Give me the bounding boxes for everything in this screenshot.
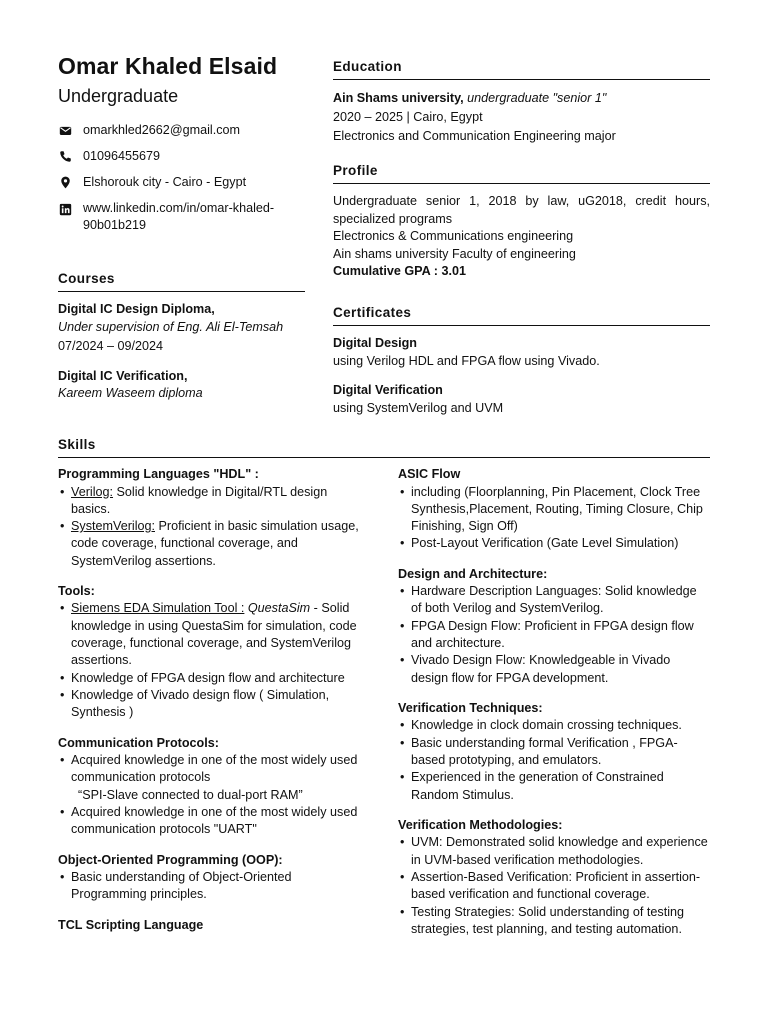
skill-group-title: Verification Techniques: <box>398 700 543 715</box>
skill-group-title: Verification Methodologies: <box>398 817 563 832</box>
list-item: • FPGA Design Flow: Proficient in FPGA design flow and architecture. <box>398 618 710 653</box>
contact-location <box>58 174 308 191</box>
skill-group-verification-techniques <box>398 700 710 804</box>
list-item: • Hardware Description Languages: Solid knowledge of both Verilog and SystemVerilog. <box>398 583 710 618</box>
education-dates-location: 2020 – 2025 | Cairo, Egypt <box>333 110 483 124</box>
certificates-section <box>333 304 710 429</box>
comm-quote: “SPI-Slave connected to dual-port RAM” <box>78 787 303 802</box>
linkedin-text <box>83 200 274 234</box>
linkedin-text-line1: www.linkedin.com/in/omar-khaled- <box>83 201 275 215</box>
list-item <box>58 484 363 519</box>
certificate-item <box>333 382 710 417</box>
list-item: • UVM: Demonstrated solid knowledge and experience in UVM-based verification methodologies. <box>398 834 710 869</box>
list-item: • Assertion-Based Verification: Proficient in assertion-based verification and functional coverage. <box>398 869 710 904</box>
skill-group-title: Programming Languages "HDL" : <box>58 467 259 481</box>
skills-title: Skills <box>58 436 710 458</box>
certificates-title: Certificates <box>333 304 710 326</box>
systemverilog-label: SystemVerilog: <box>71 519 155 534</box>
comm-item-text: Acquired knowledge in one of the most widely used communication protocols <box>71 753 358 785</box>
courses-section <box>58 270 305 415</box>
skill-group-title: Tools: <box>58 583 95 598</box>
contact-phone[interactable] <box>58 148 308 165</box>
contact-email[interactable] <box>58 122 308 139</box>
skill-group-communication <box>58 735 363 839</box>
list-item: • Knowledge in clock domain crossing techniques. <box>398 717 710 734</box>
profile-title: Profile <box>333 162 710 184</box>
list-item: • Testing Strategies: Solid understanding of testing strategies, test planning, and testing automation. <box>398 904 710 939</box>
certificate-name: Digital Verification <box>333 383 443 397</box>
skills-section <box>58 436 710 467</box>
list-item: • Knowledge of Vivado design flow ( Simulation, Synthesis ) <box>58 687 363 722</box>
contact-list <box>58 122 308 243</box>
profile-line: Electronics & Communications engineering <box>333 229 574 243</box>
course-detail: Under supervision of Eng. Ali El-Temsah <box>58 319 284 334</box>
education-entry <box>333 89 710 146</box>
phone-icon <box>58 148 73 165</box>
header <box>58 52 308 107</box>
phone-text: 01096455679 <box>83 149 161 163</box>
course-item <box>58 301 305 356</box>
education-title: Education <box>333 58 710 80</box>
certificate-detail: using SystemVerilog and UVM <box>333 400 504 415</box>
skill-group-verification-methodologies <box>398 817 710 938</box>
list-item: • including (Floorplanning, Pin Placement, Clock Tree Synthesis,Placement, Routing, Timing Closure, Chip Finishing, Sign Off) <box>398 484 710 536</box>
questasim-text: QuestaSim <box>244 601 311 616</box>
skill-group-title: ASIC Flow <box>398 467 461 481</box>
subtitle: Undergraduate <box>58 86 179 106</box>
skill-group-tools <box>58 583 363 722</box>
skill-group-title: Object-Oriented Programming (OOP): <box>58 852 283 867</box>
list-item: • Vivado Design Flow: Knowledgeable in Vivado design flow for FPGA development. <box>398 652 710 687</box>
list-item: • Basic understanding of Object-Oriented Programming principles. <box>58 869 363 904</box>
course-name: Digital IC Design Diploma, <box>58 302 215 316</box>
certificate-detail: using Verilog HDL and FPGA flow using Vivado. <box>333 353 600 368</box>
list-item: • Knowledge of FPGA design flow and architecture <box>58 670 363 687</box>
skill-group-title: TCL Scripting Language <box>58 917 204 932</box>
education-degree: undergraduate "senior 1" <box>467 91 607 105</box>
list-item: • Basic understanding formal Verification , FPGA-based prototyping, and emulators. <box>398 735 710 770</box>
profile-line: Ain shams university Faculty of engineering <box>333 246 576 261</box>
linkedin-text-line2: 90b01b219 <box>83 218 147 232</box>
education-school: Ain Shams university, <box>333 91 464 105</box>
skill-group-programming <box>58 466 363 570</box>
courses-title: Courses <box>58 270 305 292</box>
list-item <box>58 518 363 570</box>
systemverilog-text: Proficient in basic simulation usage, code coverage, functional coverage, and SystemVerilog assertions. <box>71 519 359 568</box>
list-item: • Post-Layout Verification (Gate Level Simulation) <box>398 535 710 552</box>
certificate-item <box>333 335 710 370</box>
skill-group-tcl <box>58 917 363 935</box>
skill-group-title: Design and Architecture: <box>398 566 548 581</box>
course-item <box>58 368 305 403</box>
email-icon <box>58 122 73 139</box>
skill-group-design <box>398 566 710 687</box>
course-detail: Kareem Waseem diploma <box>58 386 203 400</box>
location-text: Elshorouk city - Cairo - Egypt <box>83 175 247 189</box>
certificate-name: Digital Design <box>333 336 417 350</box>
skills-left-column <box>58 466 363 947</box>
education-section <box>333 58 710 146</box>
verilog-label: Verilog: <box>71 484 114 499</box>
name: Omar Khaled Elsaid <box>58 53 278 79</box>
skill-group-title: Communication Protocols: <box>58 735 219 750</box>
list-item: • Acquired knowledge in one of the most widely used communication protocols "UART" <box>58 804 363 839</box>
education-major: Electronics and Communication Engineering major <box>333 129 616 143</box>
linkedin-icon <box>58 201 73 218</box>
contact-linkedin[interactable] <box>58 200 308 234</box>
profile-line: Undergraduate senior 1, 2018 by law, uG2018, credit hours, specialized programs <box>333 194 710 226</box>
profile-section <box>333 162 710 281</box>
course-dates: 07/2024 – 09/2024 <box>58 339 164 353</box>
list-item: • Experienced in the generation of Constrained Random Stimulus. <box>398 769 710 804</box>
skill-group-asic <box>398 466 710 553</box>
siemens-text: - Solid knowledge in using QuestaSim for simulation, code coverage, functional coverage, and SystemVerilog assertions. <box>71 601 357 668</box>
verilog-text: Solid knowledge in Digital/RTL design basics. <box>71 484 328 516</box>
location-icon <box>58 174 73 191</box>
email-text: omarkhled2662@gmail.com <box>83 123 240 137</box>
list-item <box>58 752 363 804</box>
list-item <box>58 600 363 669</box>
course-name: Digital IC Verification, <box>58 368 188 383</box>
skill-group-oop <box>58 852 363 904</box>
siemens-label: Siemens EDA Simulation Tool : <box>71 601 245 616</box>
skills-right-column <box>398 466 710 951</box>
profile-gpa: Cumulative GPA : 3.01 <box>333 264 466 278</box>
